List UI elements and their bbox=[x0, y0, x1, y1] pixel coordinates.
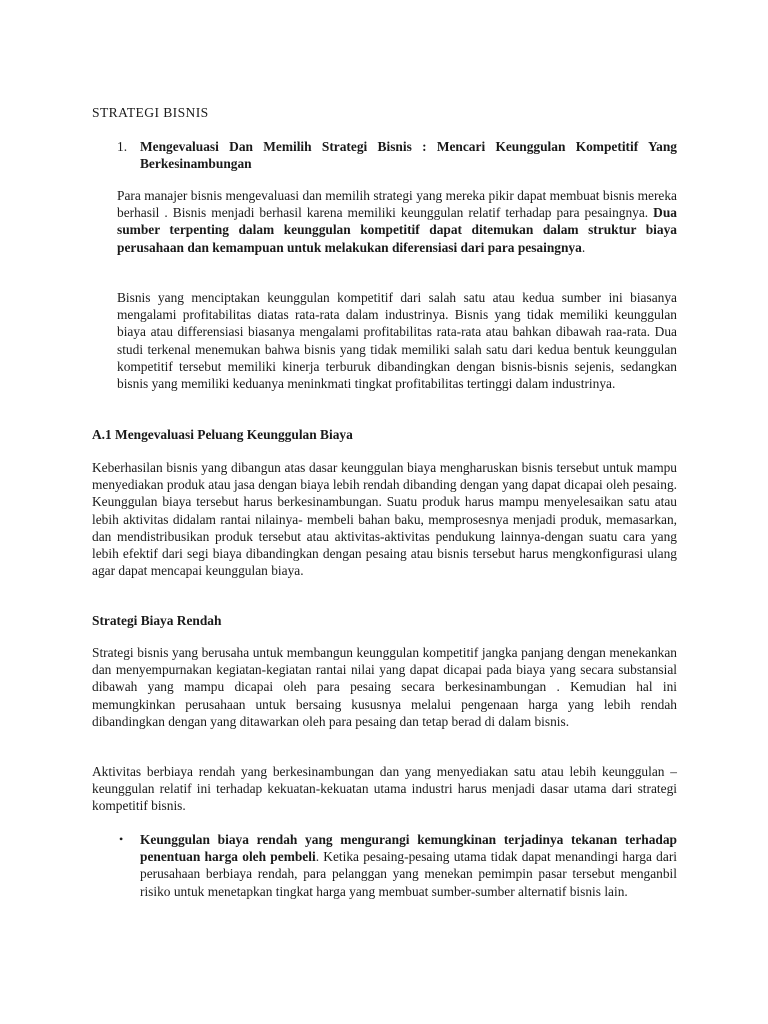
numbered-section-heading bbox=[117, 138, 677, 172]
subheading-cost-advantage: A.1 Mengevaluasi Peluang Keunggulan Biaya bbox=[92, 427, 353, 442]
paragraph-1-bold-text: Dua sumber terpenting dalam keunggulan kompetitif dapat ditemukan dalam struktur biaya perusahaan dan kemampuan untuk melakukan diferensiasi dari para pesaingnya bbox=[117, 205, 677, 255]
bullet-bold-text: Keunggulan biaya rendah yang mengurangi kemungkinan terjadinya tekanan terhadap penentuan harga oleh pembeli bbox=[140, 832, 677, 865]
paragraph-5: Aktivitas berbiaya rendah yang berkesinambungan dan yang menyediakan satu atau lebih keunggulan –keunggulan relatif ini terhadap kekuatan-kekuatan utama industri harus menjadi dasar utama dari strategi kompetitif bisnis. bbox=[92, 764, 677, 814]
section-number: 1. bbox=[117, 139, 128, 154]
bullet-item bbox=[117, 831, 677, 900]
paragraph-3: Keberhasilan bisnis yang dibangun atas dasar keunggulan biaya mengharuskan bisnis tersebut untuk mampu menyediakan produk atau jasa dengan biaya lebih rendah dibanding dengan yang dapat dicapai oleh pesaing. Keunggulan biaya tersebut harus berkesinambungan. Suatu produk harus mampu menyelesaikan satu atau lebih aktivitas didalam rantai nilainya- membeli bahan baku, memprosesnya menjadi produk, memasarkan, dan mendistribusikan produk tersebut atau aktivitas-aktivitas pendukung lainnya-dengan suatu cara yang lebih efektif dari segi biaya dibandingkan dengan pesaing atau bisnis tersebut harus mengkonfigurasi ulang agar dapat mencapai keunggulan biaya. bbox=[92, 460, 677, 579]
bullet-dot-icon: • bbox=[119, 832, 124, 846]
paragraph-1 bbox=[117, 187, 677, 256]
paragraph-1-text: Para manajer bisnis mengevaluasi dan memilih strategi yang mereka pikir dapat membuat bisnis mereka berhasil . Bisnis menjadi berhasil karena memiliki keunggulan relatif terhadap para pesaingnya. bbox=[117, 188, 677, 221]
paragraph-4: Strategi bisnis yang berusaha untuk membangun keunggulan kompetitif jangka panjang dengan menekankan dan menyempurnakan kegiatan-kegiatan rantai nilai yang dapat dicapai pada biaya yang secara substansial dibawah yang mampu dicapai oleh para pesaing secara berkesinambungan . Kemudian hal ini memungkinkan perusahaan untuk bersaing kususnya melalui pengenaan harga yang lebih rendah dibandingkan dengan yang ditawarkan oleh para pesaing dan tetap berad di dalam bisnis. bbox=[92, 645, 677, 729]
document-heading: STRATEGI BISNIS bbox=[92, 105, 209, 120]
subheading-low-cost-strategy: Strategi Biaya Rendah bbox=[92, 613, 222, 628]
bullet-text bbox=[140, 831, 677, 900]
bullet-normal-text: . Ketika pesaing-pesaing utama tidak dapat menandingi harga dari perusahaan berbiaya rendah, para pelanggan yang menekan pemimpin pasar tersebut menganbil risiko untuk menetapkan tingkat harga yang membuat sumber-sumber alternatif bisnis lain. bbox=[140, 849, 677, 899]
paragraph-1-end: . bbox=[581, 239, 586, 255]
section-title: Mengevaluasi Dan Memilih Strategi Bisnis : Mencari Keunggulan Kompetitif Yang Berkesinambungan bbox=[140, 139, 677, 172]
paragraph-2: Bisnis yang menciptakan keunggulan kompetitif dari salah satu atau kedua sumber ini biasanya mengalami profitabilitas diatas rata-rata dalam industrinya. Bisnis yang tidak memiliki keunggulan biaya atau differensiasi biasanya mengalami profitabilitas rata-rata atau bahkan dibawah raa-rata. Dua studi terkenal menemukan bahwa bisnis yang tidak memiliki salah satu dari kedua bentuk keunggulan kompetitif tersebut memiliki kinerja terburuk dibandingkan dengan bisnis-bisnis sejenis, sedangkan bisnis yang memiliki keduanya meninkmati tingkat profitabilitas tertinggi dalam industrinya. bbox=[117, 290, 677, 392]
